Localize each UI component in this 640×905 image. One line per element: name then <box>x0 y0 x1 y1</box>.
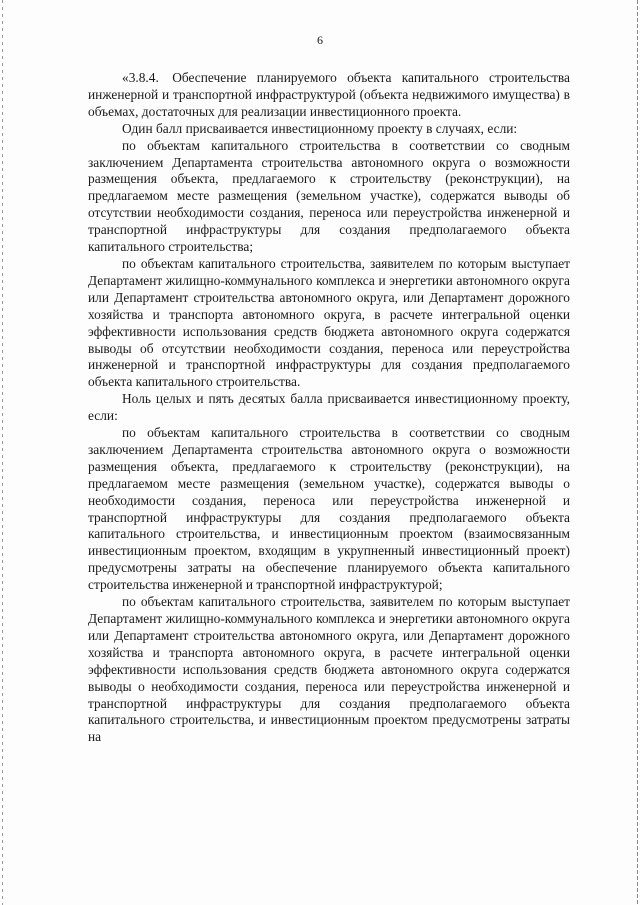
paragraph-half-point-case-1: по объектам капитального строительства в соответствии со сводным заключением Департамента строительства автономного округа о возможности размещения объекта, предлагаемого к строительству (реконструкции), на предлагаемом месте размещения (земельном участке), содержатся выводы о необходимости создания, переноса или переустройства инженерной и транспортной инфраструктуры для создания предполагаемого объекта капитального строительства, и инвестиционным проектом (взаимосвязанным инвестиционным проектом, входящим в укрупненный инвестиционный проект) предусмотрены затраты на обеспечение планируемого объекта капитального строительства инженерной и транспортной инфраструктурой; <box>88 425 570 593</box>
document-body <box>88 70 570 746</box>
scan-edge-left <box>2 0 3 905</box>
paragraph-one-point-condition: Один балл присваивается инвестиционному проекту в случаях, если: <box>122 120 518 136</box>
paragraph-half-point-condition: Ноль целых и пять десятых балла присваивается инвестиционному проекту, если: <box>88 391 570 424</box>
scan-edge-right <box>637 0 638 905</box>
paragraph-one-point-case-2: по объектам капитального строительства, заявителем по которым выступает Департамент жилищно-коммунального комплекса и энергетики автономного округа или Департамент строительства автономного округа, или Департамент дорожного хозяйства и транспорта автономного округа, в расчете интегральной оценки эффективности использования средств бюджета автономного округа содержатся выводы об отсутствии необходимости создания, переноса или переустройства инженерной и транспортной инфраструктуры для создания предполагаемого объекта капитального строительства. <box>88 255 570 390</box>
paragraph-half-point-case-2: по объектам капитального строительства, заявителем по которым выступает Департамент жилищно-коммунального комплекса и энергетики автономного округа или Департамент строительства автономного округа, или Департамент дорожного хозяйства и транспорта автономного округа, в расчете интегральной оценки эффективности использования средств бюджета автономного округа содержатся выводы о необходимости создания, переноса или переустройства инженерной и транспортной инфраструктуры для создания предполагаемого объекта капитального строительства, и инвестиционным проектом предусмотрены затраты на <box>88 594 570 745</box>
paragraph-section-heading: «3.8.4. Обеспечение планируемого объекта капитального строительства инженерной и транспортной инфраструктурой (объекта недвижимого имущества) в объемах, достаточных для реализации инвестиционного проекта. <box>88 70 570 119</box>
paragraph-one-point-case-1: по объектам капитального строительства в соответствии со сводным заключением Департамента строительства автономного округа о возможности размещения объекта, предлагаемого к строительству (реконструкции), на предлагаемом месте размещения (земельном участке), содержатся выводы об отсутствии необходимости создания, переноса или переустройства инженерной и транспортной инфраструктуры для создания предполагаемого объекта капитального строительства; <box>88 137 570 255</box>
page-number: 6 <box>317 33 323 47</box>
